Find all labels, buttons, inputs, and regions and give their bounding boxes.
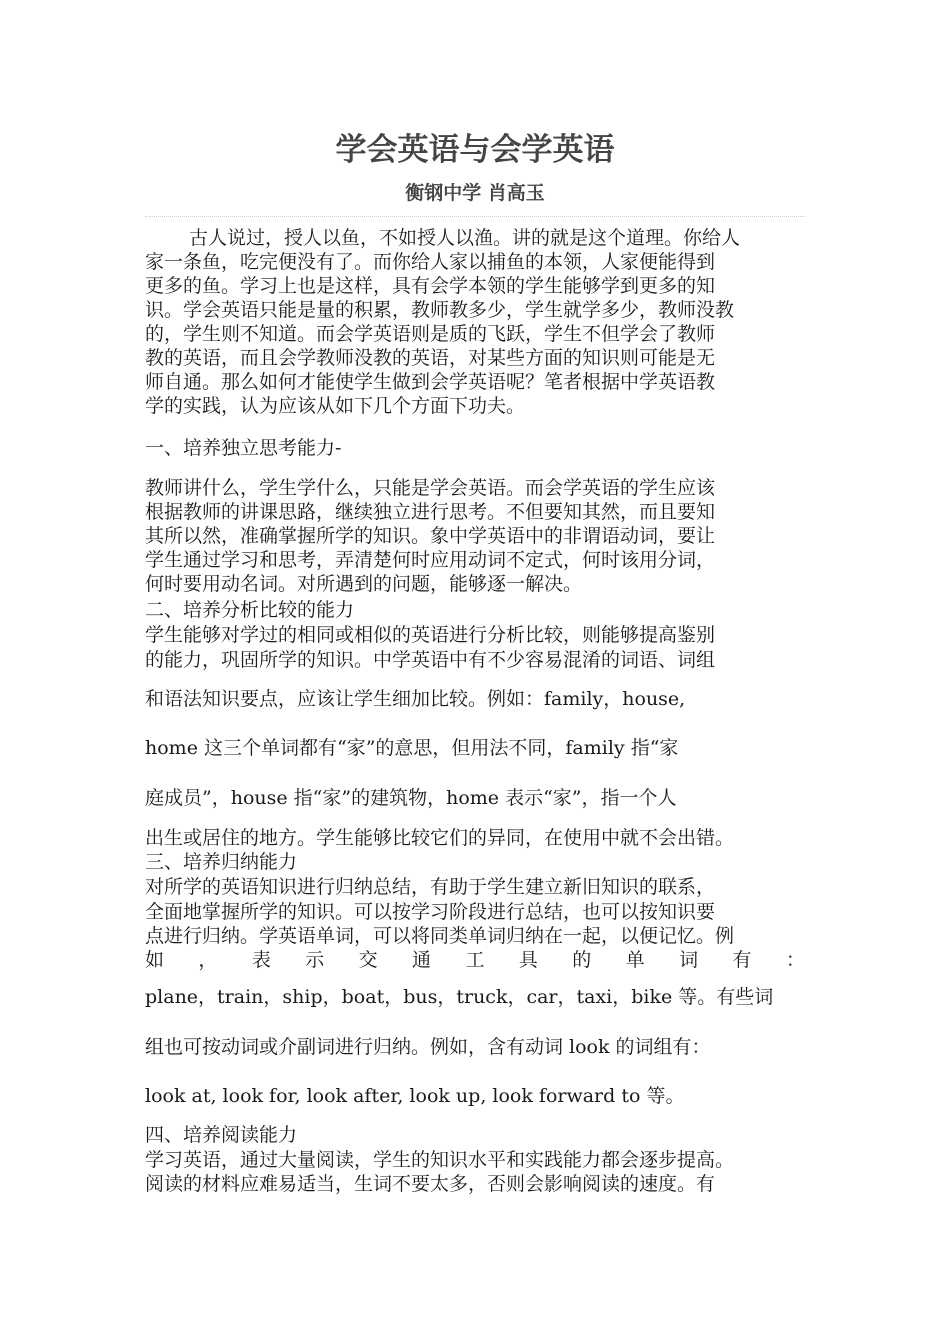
paragraph-line: 出生或居住的地方。学生能够比较它们的异同，在使用中就不会出错。 [145, 827, 735, 849]
paragraph-line: look at, look for, look after, look up, look forward to 等。 [145, 1085, 685, 1107]
section-heading: 四、培养阅读能力 [145, 1124, 298, 1146]
paragraph-line: 的能力，巩固所学的知识。中学英语中有不少容易混淆的词语、词组 [145, 649, 716, 671]
document-title: 学会英语与会学英语 [335, 132, 615, 168]
paragraph-line: 其所以然，准确掌握所学的知识。象中学英语中的非谓语动词，要让 [145, 525, 716, 547]
paragraph-line: 学习英语，通过大量阅读，学生的知识水平和实践能力都会逐步提高。 [145, 1149, 735, 1171]
paragraph-line: 学生能够对学过的相同或相似的英语进行分析比较，则能够提高鉴别 [145, 624, 716, 646]
section-heading: 一、培养独立思考能力- [145, 437, 342, 459]
paragraph-line: 根据教师的讲课思路，继续独立进行思考。不但要知其然，而且要知 [145, 501, 716, 523]
spread-paragraph-line: 如 ， 表 示 交 通 工 具 的 单 词 有 ： [145, 949, 805, 971]
paragraph-line: 家一条鱼，吃完便没有了。而你给人家以捕鱼的本领，人家便能得到 [145, 251, 716, 273]
paragraph-line: 学生通过学习和思考，弄清楚何时应用动词不定式，何时该用分词， [145, 549, 716, 571]
section-heading: 三、培养归纳能力 [145, 851, 298, 873]
paragraph-line: 学的实践，认为应该从如下几个方面下功夫。 [145, 395, 526, 417]
paragraph-line: 教的英语，而且会学教师没教的英语，对某些方面的知识则可能是无 [145, 347, 716, 369]
paragraph-line: 教师讲什么，学生学什么，只能是学会英语。而会学英语的学生应该 [145, 477, 716, 499]
paragraph-line: 庭成员”，house 指“家”的建筑物，home 表示“家”，指一个人 [145, 787, 677, 809]
paragraph-line: 阅读的材料应难易适当，生词不要太多，否则会影响阅读的速度。有 [145, 1173, 716, 1195]
paragraph-line: 识。学会英语只能是量的积累，教师教多少，学生就学多少，教师没教 [145, 299, 735, 321]
paragraph-line: 全面地掌握所学的知识。可以按学习阶段进行总结，也可以按知识要 [145, 901, 716, 923]
paragraph-line: plane，train，ship，boat，bus，truck，car，taxi，bike 等。有些词 [145, 986, 774, 1008]
paragraph-line: home 这三个单词都有“家”的意思，但用法不同，family 指“家 [145, 737, 679, 759]
paragraph-line: 古人说过，授人以鱼，不如授人以渔。讲的就是这个道理。你给人 [189, 227, 741, 249]
paragraph-line: 点进行归纳。学英语单词，可以将同类单词归纳在一起，以便记忆。例 [145, 925, 735, 947]
paragraph-line: 师自通。那么如何才能使学生做到会学英语呢？笔者根据中学英语教 [145, 371, 716, 393]
document-author: 衡钢中学 肖高玉 [405, 182, 545, 204]
section-heading: 二、培养分析比较的能力 [145, 599, 355, 621]
paragraph-line: 和语法知识要点，应该让学生细加比较。例如：family，house, [145, 688, 686, 710]
paragraph-line: 的，学生则不知道。而会学英语则是质的飞跃，学生不但学会了教师 [145, 323, 716, 345]
paragraph-line: 组也可按动词或介副词进行归纳。例如，含有动词 look 的词组有： [145, 1036, 711, 1058]
paragraph-line: 何时要用动名词。对所遇到的问题，能够逐一解决。 [145, 573, 583, 595]
paragraph-line: 更多的鱼。学习上也是这样，具有会学本领的学生能够学到更多的知 [145, 275, 716, 297]
title-divider [145, 216, 805, 217]
paragraph-line: 对所学的英语知识进行归纳总结，有助于学生建立新旧知识的联系， [145, 876, 716, 898]
